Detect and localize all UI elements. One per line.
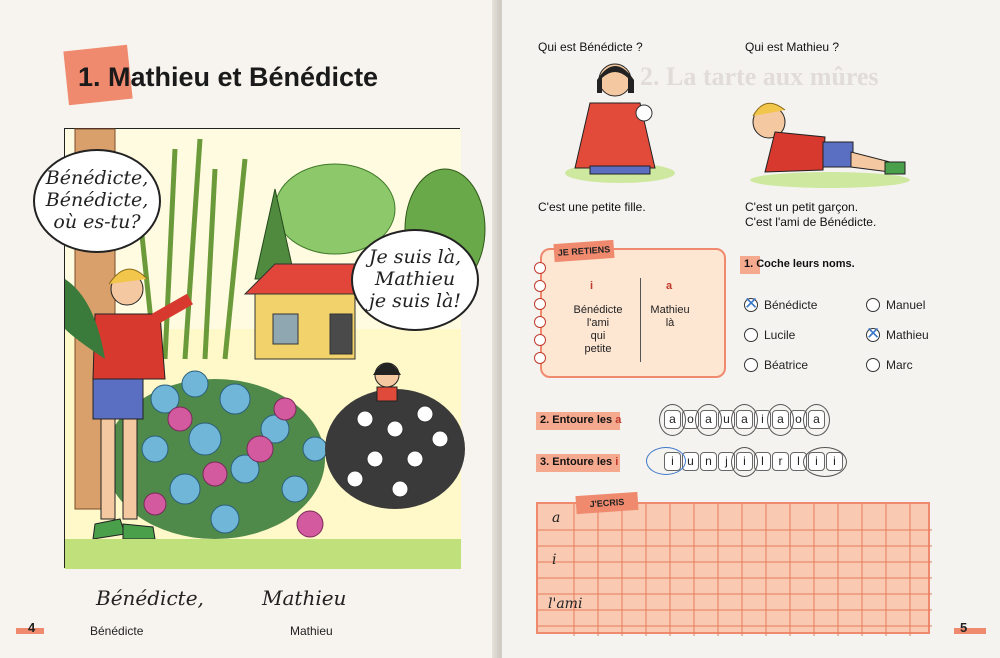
letter-tile[interactable]: i bbox=[664, 452, 681, 471]
exercise-2-title-text: 2. Entoure les bbox=[540, 414, 613, 426]
page-number-right: 5 bbox=[960, 620, 968, 635]
checkbox-circle[interactable] bbox=[866, 298, 880, 312]
garden-illustration bbox=[45, 128, 462, 568]
pencil-circle-mark bbox=[803, 447, 847, 477]
caption-boy-line2: C'est l'ami de Bénédicte. bbox=[745, 215, 877, 229]
exercise-3-title bbox=[540, 456, 618, 468]
pencil-circle-mark bbox=[731, 447, 758, 477]
exercise-2-title bbox=[540, 414, 621, 426]
letter-tile[interactable]: i bbox=[754, 410, 771, 429]
letter-tile[interactable]: n bbox=[700, 452, 717, 471]
je-retiens-tab: JE RETIENS bbox=[553, 240, 614, 262]
cursive-name-benedicte: Bénédicte, bbox=[96, 586, 204, 610]
option-label: Béatrice bbox=[764, 358, 809, 372]
letter-tile[interactable]: a bbox=[736, 410, 753, 429]
letter-tile[interactable]: a bbox=[808, 410, 825, 429]
retiens-word: l'ami bbox=[586, 317, 610, 329]
retiens-divider bbox=[640, 278, 641, 362]
option-label: Mathieu bbox=[886, 328, 929, 342]
option-manuel[interactable] bbox=[866, 298, 925, 312]
print-name-benedicte: Bénédicte bbox=[90, 624, 144, 638]
option-label: Marc bbox=[886, 358, 913, 372]
retiens-letter-a: a bbox=[666, 280, 673, 292]
boy-lying-image bbox=[745, 92, 915, 188]
pencil-circle-mark bbox=[695, 404, 722, 436]
option-mathieu[interactable] bbox=[866, 328, 929, 342]
option-marc[interactable] bbox=[866, 358, 913, 372]
question-benedicte: Qui est Bénédicte ? bbox=[538, 40, 643, 54]
option-label: Bénédicte bbox=[764, 298, 818, 312]
speech-bubble-mathieu-text: Bénédicte, Bénédicte, où es-tu? bbox=[45, 167, 149, 233]
checkbox-circle[interactable] bbox=[744, 328, 758, 342]
speech-bubble-benedicte-text: Je suis là, Mathieu je suis là! bbox=[368, 246, 462, 312]
writing-model-a: a bbox=[552, 510, 561, 526]
letter-tile[interactable]: o bbox=[682, 410, 699, 429]
retiens-words-a bbox=[644, 304, 696, 330]
exercise-3-target-letter: i bbox=[615, 456, 619, 468]
page-number-bar-right bbox=[954, 628, 986, 634]
question-mathieu: Qui est Mathieu ? bbox=[745, 40, 840, 54]
letter-tile[interactable]: a bbox=[772, 410, 789, 429]
pencil-circle-mark bbox=[767, 404, 794, 436]
caption-boy-line1: C'est un petit garçon. bbox=[745, 200, 859, 214]
retiens-words-i bbox=[566, 304, 630, 356]
page-number-left: 4 bbox=[28, 620, 36, 635]
retiens-letter-i: i bbox=[590, 280, 594, 292]
left-page bbox=[0, 0, 498, 658]
exercise-1-title: 1. Coche leurs noms. bbox=[744, 258, 855, 270]
speech-bubble-mathieu bbox=[33, 149, 161, 253]
letter-tile[interactable]: r bbox=[772, 452, 789, 471]
letter-tile[interactable]: u bbox=[718, 410, 735, 429]
speech-bubble-benedicte bbox=[351, 229, 479, 331]
letter-tile[interactable]: o bbox=[790, 410, 807, 429]
writing-model-lami: l'ami bbox=[548, 596, 583, 612]
letter-tile[interactable]: i bbox=[736, 452, 753, 471]
exercise-2-target-letter: a bbox=[615, 414, 622, 426]
writing-grid bbox=[538, 504, 932, 636]
letter-tile[interactable]: a bbox=[664, 410, 681, 429]
j-ecris-box bbox=[536, 502, 930, 634]
option-label: Lucile bbox=[764, 328, 796, 342]
caption-girl: C'est une petite fille. bbox=[538, 200, 646, 214]
option-label: Manuel bbox=[886, 298, 926, 312]
checkbox-circle[interactable] bbox=[744, 298, 758, 312]
option-benedicte[interactable] bbox=[744, 298, 817, 312]
retiens-word: Bénédicte bbox=[573, 304, 623, 316]
letter-tile[interactable]: i bbox=[826, 452, 843, 471]
checkbox-circle[interactable] bbox=[866, 328, 880, 342]
option-beatrice[interactable] bbox=[744, 358, 808, 372]
retiens-word: qui bbox=[590, 330, 606, 342]
writing-model-i: i bbox=[552, 552, 557, 568]
blue-circle-mark bbox=[646, 447, 686, 475]
checkbox-circle[interactable] bbox=[744, 358, 758, 372]
retiens-word: petite bbox=[584, 343, 612, 355]
print-name-mathieu: Mathieu bbox=[290, 624, 333, 638]
letter-tile[interactable]: a bbox=[700, 410, 717, 429]
letter-tile[interactable]: u bbox=[682, 452, 699, 471]
checkbox-circle[interactable] bbox=[866, 358, 880, 372]
option-lucile[interactable] bbox=[744, 328, 795, 342]
girl-sitting-image bbox=[560, 58, 680, 188]
pencil-circle-mark bbox=[803, 404, 830, 436]
pencil-circle-mark bbox=[731, 404, 758, 436]
letter-tile[interactable]: j bbox=[718, 452, 735, 471]
letter-tile[interactable]: l bbox=[790, 452, 807, 471]
exercise-3-title-text: 3. Entoure les bbox=[540, 456, 613, 468]
retiens-word: Mathieu bbox=[650, 304, 690, 316]
letter-tile[interactable]: l bbox=[754, 452, 771, 471]
letter-tile[interactable]: i bbox=[808, 452, 825, 471]
bleed-through-title: 2. La tarte aux mûres bbox=[640, 62, 879, 91]
retiens-word: là bbox=[665, 317, 675, 329]
lesson-title: 1. Mathieu et Bénédicte bbox=[78, 62, 379, 92]
j-ecris-tab: J'ECRIS bbox=[575, 492, 638, 514]
pencil-circle-mark bbox=[659, 404, 686, 436]
cursive-name-mathieu: Mathieu bbox=[262, 586, 347, 610]
